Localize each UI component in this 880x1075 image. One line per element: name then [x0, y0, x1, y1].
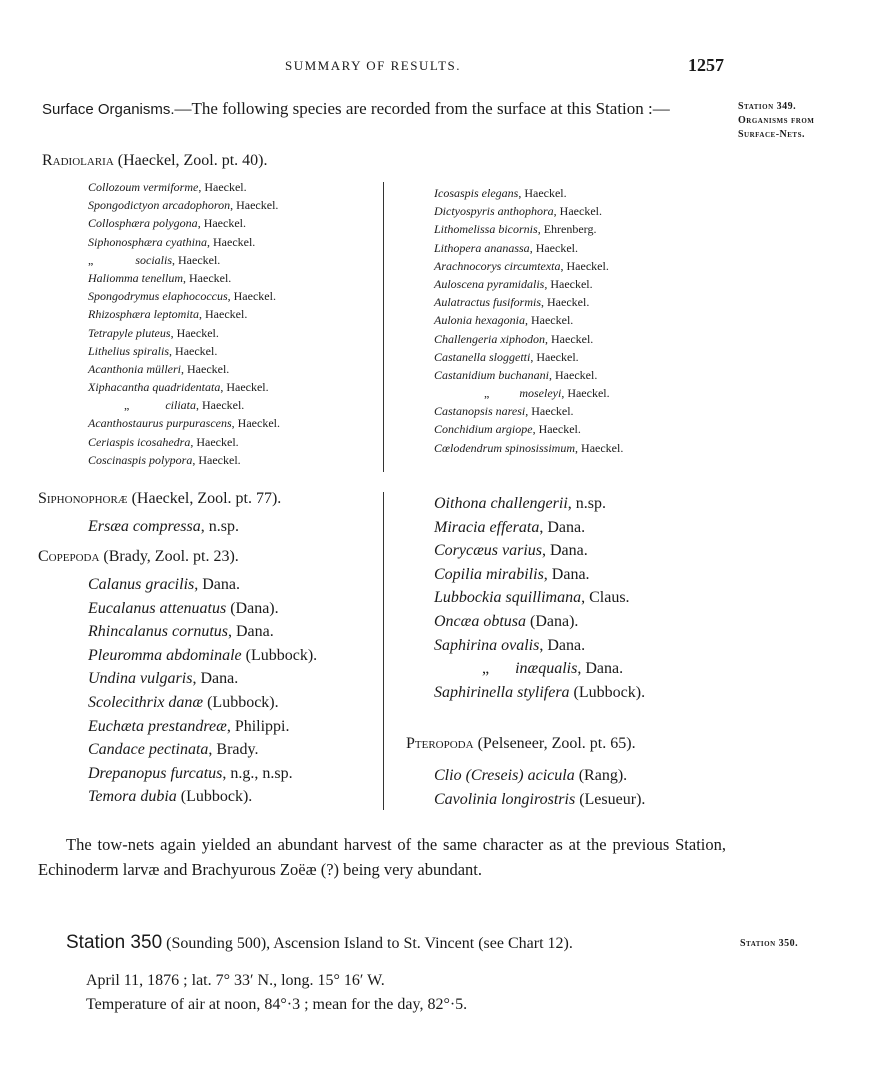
list-item: Dictyospyris anthophora, Haeckel. — [434, 204, 602, 219]
radiolaria-ref: (Haeckel, Zool. pt. 40). — [113, 152, 268, 169]
list-item: Clio (Creseis) acicula (Rang). — [434, 767, 628, 784]
list-item: Temora dubia (Lubbock). — [88, 788, 253, 806]
siphonophorae-title: Siphonophoræ — [38, 490, 128, 507]
copepoda-ref: (Brady, Zool. pt. 23). — [99, 548, 239, 565]
list-item: Acanthonia mülleri, Haeckel. — [88, 361, 230, 376]
list-item: Lithopera ananassa, Haeckel. — [434, 240, 578, 255]
list-item: Lubbockia squillimana, Claus. — [434, 589, 630, 607]
list-item: Spongodictyon arcadophoron, Haeckel. — [88, 198, 279, 213]
pteropoda-ref: (Pelseneer, Zool. pt. 65). — [473, 735, 636, 752]
list-item: Icosaspis elegans, Haeckel. — [434, 186, 567, 200]
list-item: Saphirina ovalis, Dana. — [434, 636, 586, 654]
list-item: Copilia mirabilis, Dana. — [434, 565, 590, 583]
margin-station-349: Station 349. — [738, 101, 797, 112]
list-item: Cœlodendrum spinosissimum, Haeckel. — [434, 440, 624, 455]
margin-organisms-line1: Organisms from — [738, 115, 815, 126]
tow-nets-paragraph: The tow-nets again yielded an abundant harvest of the same character as at the previous Station, Echinoderm larvæ and Brachyurous Zoëæ (?) being very abundant. — [38, 835, 726, 879]
margin-organisms-line2: Surface-Nets. — [738, 129, 805, 140]
list-item: Aulonia hexagonia, Haeckel. — [434, 313, 574, 328]
radiolaria-title: Radiolaria — [42, 152, 114, 169]
margin-note-station-349 — [738, 100, 814, 142]
list-item: Lithomelissa bicornis, Ehrenberg. — [434, 222, 597, 237]
siphonophorae-species — [88, 515, 239, 539]
list-item: Pleuromma abdominale (Lubbock). — [88, 646, 318, 664]
copepoda-right-list — [434, 492, 645, 704]
radiolaria-right-list — [434, 184, 623, 457]
list-item: Tetrapyle pluteus, Haeckel. — [88, 325, 219, 340]
station-350-temperature: Temperature of air at noon, 84°·3 ; mean for the day, 82°·5. — [86, 996, 468, 1013]
column-divider-radiolaria — [383, 182, 384, 472]
copepoda-title: Copepoda — [38, 548, 100, 565]
column-divider-copepoda — [383, 492, 384, 810]
station-350-position: April 11, 1876 ; lat. 7° 33′ N., long. 15° 16′ W. — [86, 972, 385, 989]
siphonophorae-heading — [38, 490, 281, 508]
pteropoda-list — [434, 764, 645, 811]
list-item: Aulatractus fusiformis, Haeckel. — [434, 295, 590, 310]
list-item: Corycæus varius, Dana. — [434, 542, 588, 560]
list-item: „ socialis, Haeckel. — [88, 252, 221, 267]
list-item: Auloscena pyramidalis, Haeckel. — [434, 276, 593, 291]
list-item: Xiphacantha quadridentata, Haeckel. — [88, 380, 269, 395]
pteropoda-heading — [406, 735, 636, 753]
list-item: „ moseleyi, Haeckel. — [484, 386, 610, 401]
list-item: Collosphæra polygona, Haeckel. — [88, 216, 246, 231]
list-item: Ersæa compressa, n.sp. — [88, 518, 239, 535]
list-item: Arachnocorys circumtexta, Haeckel. — [434, 258, 609, 273]
radiolaria-left-list — [88, 178, 280, 469]
intro-paragraph — [42, 96, 730, 122]
margin-note-station-350 — [740, 937, 798, 951]
list-item: Acanthostaurus purpurascens, Haeckel. — [88, 416, 280, 431]
list-item: Euchæta prestandreæ, Philippi. — [88, 717, 290, 735]
list-item: Castanidium buchanani, Haeckel. — [434, 367, 598, 382]
list-item: Eucalanus attenuatus (Dana). — [88, 599, 279, 617]
list-item: Conchidium argiope, Haeckel. — [434, 422, 581, 437]
list-item: Castanella sloggetti, Haeckel. — [434, 349, 579, 364]
pteropoda-title: Pteropoda — [406, 735, 474, 752]
intro-lead: Surface Organisms. — [42, 101, 175, 118]
intro-text: —The following species are recorded from the surface at this Station :— — [174, 99, 670, 118]
list-item: Cavolinia longirostris (Lesueur). — [434, 790, 646, 808]
list-item: Castanopsis naresi, Haeckel. — [434, 404, 574, 419]
list-item: Oithona challengerii, n.sp. — [434, 495, 606, 512]
list-item: Candace pectinata, Brady. — [88, 741, 259, 759]
list-item: Miracia efferata, Dana. — [434, 518, 586, 536]
station-350-heading-rest: (Sounding 500), Ascension Island to St. Vincent (see Chart 12). — [162, 935, 573, 952]
margin-station-350: Station 350. — [740, 938, 799, 949]
list-item: Siphonosphæra cyathina, Haeckel. — [88, 234, 256, 249]
list-item: Rhincalanus cornutus, Dana. — [88, 623, 274, 641]
list-item: Undina vulgaris, Dana. — [88, 670, 239, 688]
running-head: SUMMARY OF RESULTS. — [285, 58, 462, 73]
list-item: Rhizosphæra leptomita, Haeckel. — [88, 307, 248, 322]
list-item: Drepanopus furcatus, n.g., n.sp. — [88, 764, 293, 782]
radiolaria-heading — [42, 152, 268, 170]
list-item: „ ciliata, Haeckel. — [124, 398, 245, 413]
list-item: Collozoum vermiforme, Haeckel. — [88, 180, 247, 194]
copepoda-heading — [38, 548, 239, 566]
station-350-heading — [66, 932, 573, 954]
list-item: Lithelius spiralis, Haeckel. — [88, 343, 218, 358]
list-item: Haliomma tenellum, Haeckel. — [88, 270, 232, 285]
copepoda-left-list — [88, 573, 317, 809]
station-350-name: Station 350 — [66, 932, 163, 953]
list-item: Coscinaspis polypora, Haeckel. — [88, 452, 241, 467]
list-item: Calanus gracilis, Dana. — [88, 576, 240, 593]
list-item: Oncæa obtusa (Dana). — [434, 612, 579, 630]
list-item: Scolecithrix danæ (Lubbock). — [88, 693, 279, 711]
page-number: 1257 — [688, 55, 724, 75]
siphonophorae-ref: (Haeckel, Zool. pt. 77). — [127, 490, 282, 507]
list-item: Ceriaspis icosahedra, Haeckel. — [88, 434, 239, 449]
list-item: „ inæqualis, Dana. — [482, 660, 624, 678]
list-item: Saphirinella stylifera (Lubbock). — [434, 683, 646, 701]
list-item: Challengeria xiphodon, Haeckel. — [434, 331, 594, 346]
list-item: Spongodrymus elaphococcus, Haeckel. — [88, 289, 276, 304]
